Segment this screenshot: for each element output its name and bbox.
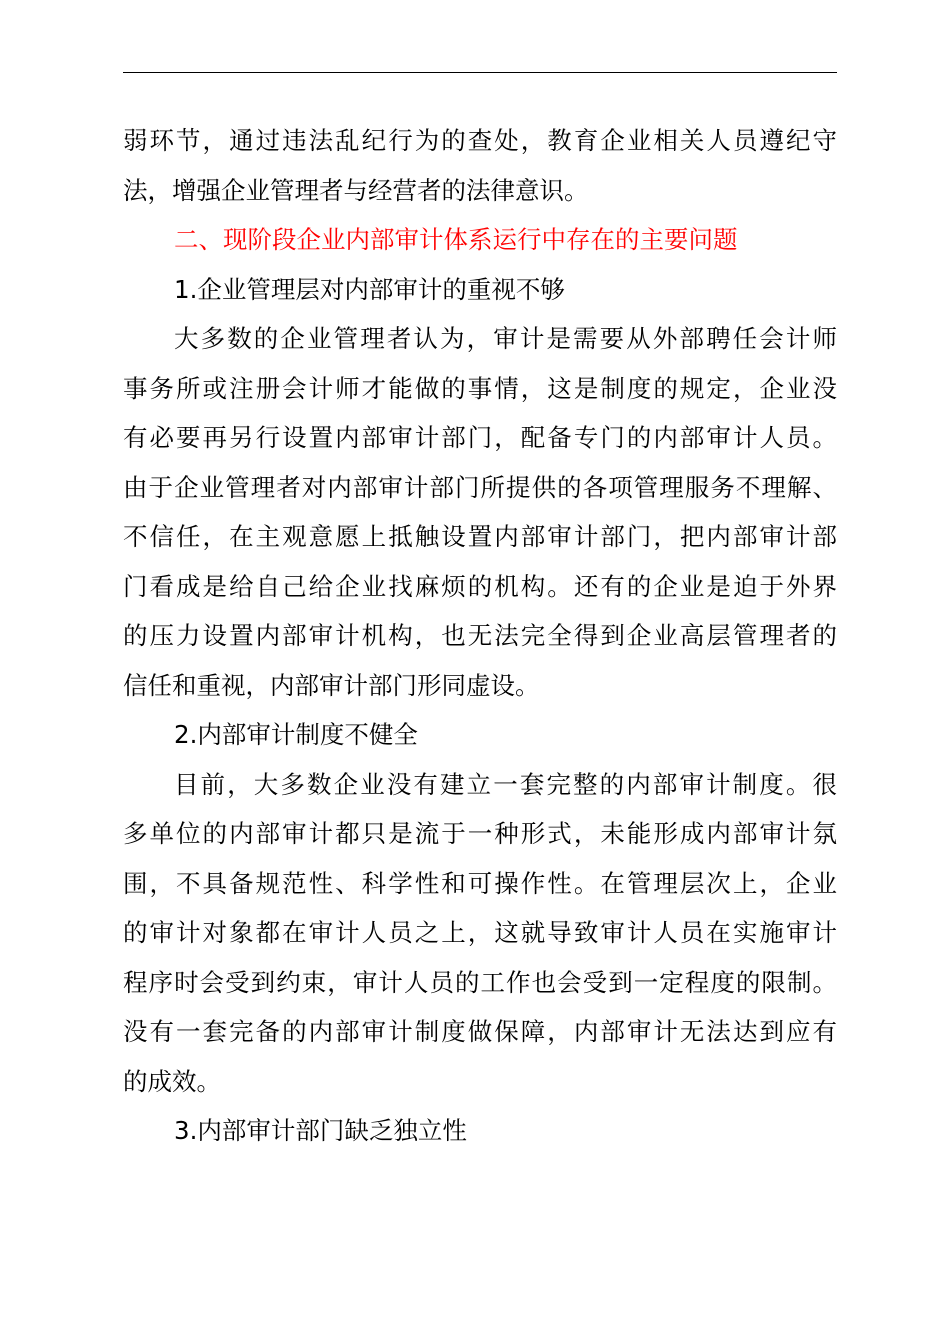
- subsection-heading: 2.内部审计制度不健全: [174, 720, 418, 749]
- text-line: 不信任，在主观意愿上抵触设置内部审计部门，把内部审计部: [123, 522, 837, 551]
- document-body: [123, 116, 837, 1156]
- text-line: 多单位的内部审计都只是流于一种形式，未能形成内部审计氛: [123, 819, 837, 848]
- text-line: 大多数的企业管理者认为，审计是需要从外部聘任会计师: [174, 324, 837, 353]
- text-line: 有必要再另行设置内部审计部门，配备专门的内部审计人员。: [123, 423, 837, 452]
- text-line: 围，不具备规范性、科学性和可操作性。在管理层次上，企业: [123, 868, 837, 898]
- text-line: 没有一套完备的内部审计制度做保障，内部审计无法达到应有: [123, 1017, 837, 1046]
- subsection-heading: 1.企业管理层对内部审计的重视不够: [174, 274, 565, 304]
- text-line: 法，增强企业管理者与经营者的法律意识。: [123, 175, 589, 205]
- text-line: 由于企业管理者对内部审计部门所提供的各项管理服务不理解、: [123, 472, 837, 502]
- text-line: 的审计对象都在审计人员之上，这就导致审计人员在实施审计: [123, 918, 837, 947]
- text-line: 的压力设置内部审计机构，也无法完全得到企业高层管理者的: [123, 621, 837, 650]
- text-line: 门看成是给自己给企业找麻烦的机构。还有的企业是迫于外界: [123, 571, 837, 601]
- text-line: 弱环节，通过违法乱纪行为的查处，教育企业相关人员遵纪守: [123, 126, 837, 155]
- header-rule: [123, 72, 837, 73]
- text-line: 的成效。: [123, 1066, 221, 1096]
- text-line: 事务所或注册会计师才能做的事情，这是制度的规定，企业没: [123, 373, 837, 403]
- text-line: 目前，大多数企业没有建立一套完整的内部审计制度。很: [174, 769, 837, 799]
- subsection-heading: 3.内部审计部门缺乏独立性: [174, 1116, 467, 1145]
- section-heading: 二、现阶段企业内部审计体系运行中存在的主要问题: [174, 225, 738, 254]
- text-line: 程序时会受到约束，审计人员的工作也会受到一定程度的限制。: [123, 967, 837, 997]
- text-line: 信任和重视，内部审计部门形同虚设。: [123, 670, 540, 700]
